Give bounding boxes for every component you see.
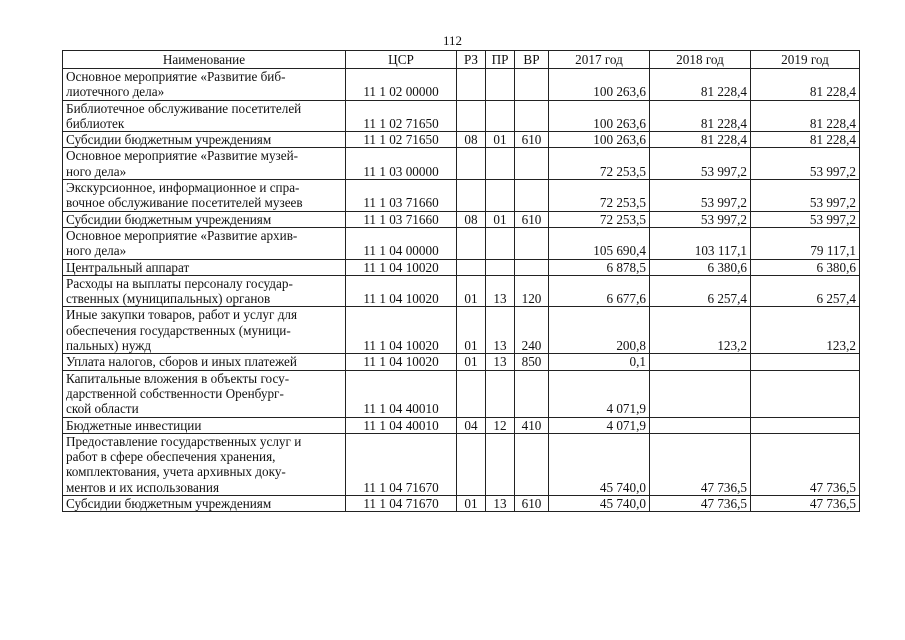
cell-2019: 81 228,4 — [751, 69, 860, 101]
table-row — [63, 496, 860, 512]
cell-2017: 105 690,4 — [549, 227, 650, 259]
header-csr: ЦСР — [346, 51, 457, 69]
cell-2017: 0,1 — [549, 354, 650, 370]
cell-rz: 01 — [457, 496, 486, 512]
cell-2017: 4 071,9 — [549, 417, 650, 433]
cell-rz: 04 — [457, 417, 486, 433]
cell-pr: 01 — [486, 211, 515, 227]
cell-pr — [486, 370, 515, 417]
cell-pr — [486, 433, 515, 495]
cell-2018: 81 228,4 — [650, 69, 751, 101]
table-row — [63, 180, 860, 212]
cell-2019: 123,2 — [751, 307, 860, 354]
cell-rz: 08 — [457, 211, 486, 227]
cell-2017: 45 740,0 — [549, 496, 650, 512]
cell-2018: 53 997,2 — [650, 148, 751, 180]
cell-rz — [457, 370, 486, 417]
budget-table — [62, 50, 860, 512]
header-name: Наименование — [63, 51, 346, 69]
cell-name: Субсидии бюджетным учреждениям — [63, 132, 346, 148]
cell-2018: 53 997,2 — [650, 211, 751, 227]
cell-2019: 6 257,4 — [751, 275, 860, 307]
cell-rz: 01 — [457, 275, 486, 307]
cell-2017: 4 071,9 — [549, 370, 650, 417]
cell-vr: 610 — [515, 211, 549, 227]
header-pr: ПР — [486, 51, 515, 69]
cell-vr — [515, 180, 549, 212]
cell-csr: 11 1 03 00000 — [346, 148, 457, 180]
cell-2017: 6 878,5 — [549, 259, 650, 275]
cell-2017: 45 740,0 — [549, 433, 650, 495]
cell-pr — [486, 259, 515, 275]
cell-pr — [486, 100, 515, 132]
cell-name: Предоставление государственных услуг и работ в сфере обеспечения хранения, комплектования, учета архивных доку- ментов и их использования — [63, 433, 346, 495]
cell-2018: 123,2 — [650, 307, 751, 354]
cell-2018: 103 117,1 — [650, 227, 751, 259]
table-row — [63, 69, 860, 101]
cell-csr: 11 1 02 71650 — [346, 132, 457, 148]
cell-2017: 100 263,6 — [549, 100, 650, 132]
cell-vr: 120 — [515, 275, 549, 307]
cell-pr: 13 — [486, 496, 515, 512]
cell-rz: 01 — [457, 354, 486, 370]
cell-csr: 11 1 04 10020 — [346, 275, 457, 307]
cell-2018: 47 736,5 — [650, 433, 751, 495]
cell-2017: 6 677,6 — [549, 275, 650, 307]
cell-vr: 610 — [515, 132, 549, 148]
table-row — [63, 307, 860, 354]
cell-name: Центральный аппарат — [63, 259, 346, 275]
cell-2019: 81 228,4 — [751, 132, 860, 148]
table-row — [63, 100, 860, 132]
cell-name: Библиотечное обслуживание посетителей библиотек — [63, 100, 346, 132]
cell-2017: 200,8 — [549, 307, 650, 354]
cell-rz — [457, 148, 486, 180]
cell-2018 — [650, 370, 751, 417]
cell-csr: 11 1 04 10020 — [346, 307, 457, 354]
cell-2018: 47 736,5 — [650, 496, 751, 512]
cell-2018 — [650, 354, 751, 370]
cell-vr — [515, 148, 549, 180]
cell-pr: 13 — [486, 275, 515, 307]
cell-pr: 01 — [486, 132, 515, 148]
cell-pr — [486, 227, 515, 259]
cell-2019 — [751, 370, 860, 417]
cell-pr: 12 — [486, 417, 515, 433]
cell-rz — [457, 100, 486, 132]
header-rz: РЗ — [457, 51, 486, 69]
cell-2018: 6 380,6 — [650, 259, 751, 275]
cell-2019: 53 997,2 — [751, 148, 860, 180]
cell-csr: 11 1 04 00000 — [346, 227, 457, 259]
cell-name: Субсидии бюджетным учреждениям — [63, 211, 346, 227]
table-row — [63, 211, 860, 227]
page-number: 112 — [442, 33, 463, 48]
header-vr: ВР — [515, 51, 549, 69]
cell-2019: 53 997,2 — [751, 211, 860, 227]
cell-csr: 11 1 03 71660 — [346, 211, 457, 227]
cell-vr — [515, 370, 549, 417]
table-row — [63, 148, 860, 180]
cell-vr: 240 — [515, 307, 549, 354]
cell-2019 — [751, 354, 860, 370]
cell-2017: 72 253,5 — [549, 211, 650, 227]
cell-name: Расходы на выплаты персоналу государ- ственных (муниципальных) органов — [63, 275, 346, 307]
cell-csr: 11 1 02 71650 — [346, 100, 457, 132]
cell-rz: 08 — [457, 132, 486, 148]
cell-csr: 11 1 02 00000 — [346, 69, 457, 101]
header-row — [63, 51, 860, 69]
cell-2018: 53 997,2 — [650, 180, 751, 212]
cell-vr: 410 — [515, 417, 549, 433]
cell-csr: 11 1 04 40010 — [346, 417, 457, 433]
header-2019: 2019 год — [751, 51, 860, 69]
cell-csr: 11 1 04 71670 — [346, 433, 457, 495]
cell-vr — [515, 100, 549, 132]
cell-csr: 11 1 04 71670 — [346, 496, 457, 512]
cell-vr — [515, 69, 549, 101]
cell-rz — [457, 69, 486, 101]
table-row — [63, 417, 860, 433]
cell-rz — [457, 180, 486, 212]
table-row — [63, 370, 860, 417]
table-row — [63, 227, 860, 259]
cell-2017: 72 253,5 — [549, 148, 650, 180]
cell-name: Основное мероприятие «Развитие архив- ного дела» — [63, 227, 346, 259]
cell-2017: 100 263,6 — [549, 69, 650, 101]
table-row — [63, 433, 860, 495]
cell-pr — [486, 69, 515, 101]
cell-2019: 53 997,2 — [751, 180, 860, 212]
cell-2017: 100 263,6 — [549, 132, 650, 148]
table-row — [63, 275, 860, 307]
cell-2019: 81 228,4 — [751, 100, 860, 132]
cell-pr: 13 — [486, 307, 515, 354]
cell-2019: 79 117,1 — [751, 227, 860, 259]
cell-csr: 11 1 04 10020 — [346, 259, 457, 275]
cell-vr — [515, 227, 549, 259]
cell-rz — [457, 433, 486, 495]
cell-2018: 81 228,4 — [650, 100, 751, 132]
cell-rz — [457, 259, 486, 275]
cell-2018 — [650, 417, 751, 433]
cell-2019: 6 380,6 — [751, 259, 860, 275]
cell-vr — [515, 259, 549, 275]
cell-rz — [457, 227, 486, 259]
table-row — [63, 354, 860, 370]
cell-rz: 01 — [457, 307, 486, 354]
cell-name: Бюджетные инвестиции — [63, 417, 346, 433]
cell-pr — [486, 148, 515, 180]
cell-vr — [515, 433, 549, 495]
table-row — [63, 132, 860, 148]
cell-2018: 81 228,4 — [650, 132, 751, 148]
cell-2019: 47 736,5 — [751, 433, 860, 495]
cell-name: Капитальные вложения в объекты госу- дарственной собственности Оренбург- ской области — [63, 370, 346, 417]
header-2017: 2017 год — [549, 51, 650, 69]
cell-2018: 6 257,4 — [650, 275, 751, 307]
cell-csr: 11 1 03 71660 — [346, 180, 457, 212]
header-2018: 2018 год — [650, 51, 751, 69]
cell-vr: 610 — [515, 496, 549, 512]
cell-name: Иные закупки товаров, работ и услуг для обеспечения государственных (муници- пальных) нужд — [63, 307, 346, 354]
cell-name: Основное мероприятие «Развитие музей- ного дела» — [63, 148, 346, 180]
cell-vr: 850 — [515, 354, 549, 370]
cell-csr: 11 1 04 40010 — [346, 370, 457, 417]
cell-name: Экскурсионное, информационное и спра- вочное обслуживание посетителей музеев — [63, 180, 346, 212]
cell-2019 — [751, 417, 860, 433]
cell-pr: 13 — [486, 354, 515, 370]
table-row — [63, 259, 860, 275]
cell-2019: 47 736,5 — [751, 496, 860, 512]
cell-pr — [486, 180, 515, 212]
cell-name: Уплата налогов, сборов и иных платежей — [63, 354, 346, 370]
cell-name: Основное мероприятие «Развитие биб- лиотечного дела» — [63, 69, 346, 101]
cell-csr: 11 1 04 10020 — [346, 354, 457, 370]
cell-2017: 72 253,5 — [549, 180, 650, 212]
cell-name: Субсидии бюджетным учреждениям — [63, 496, 346, 512]
